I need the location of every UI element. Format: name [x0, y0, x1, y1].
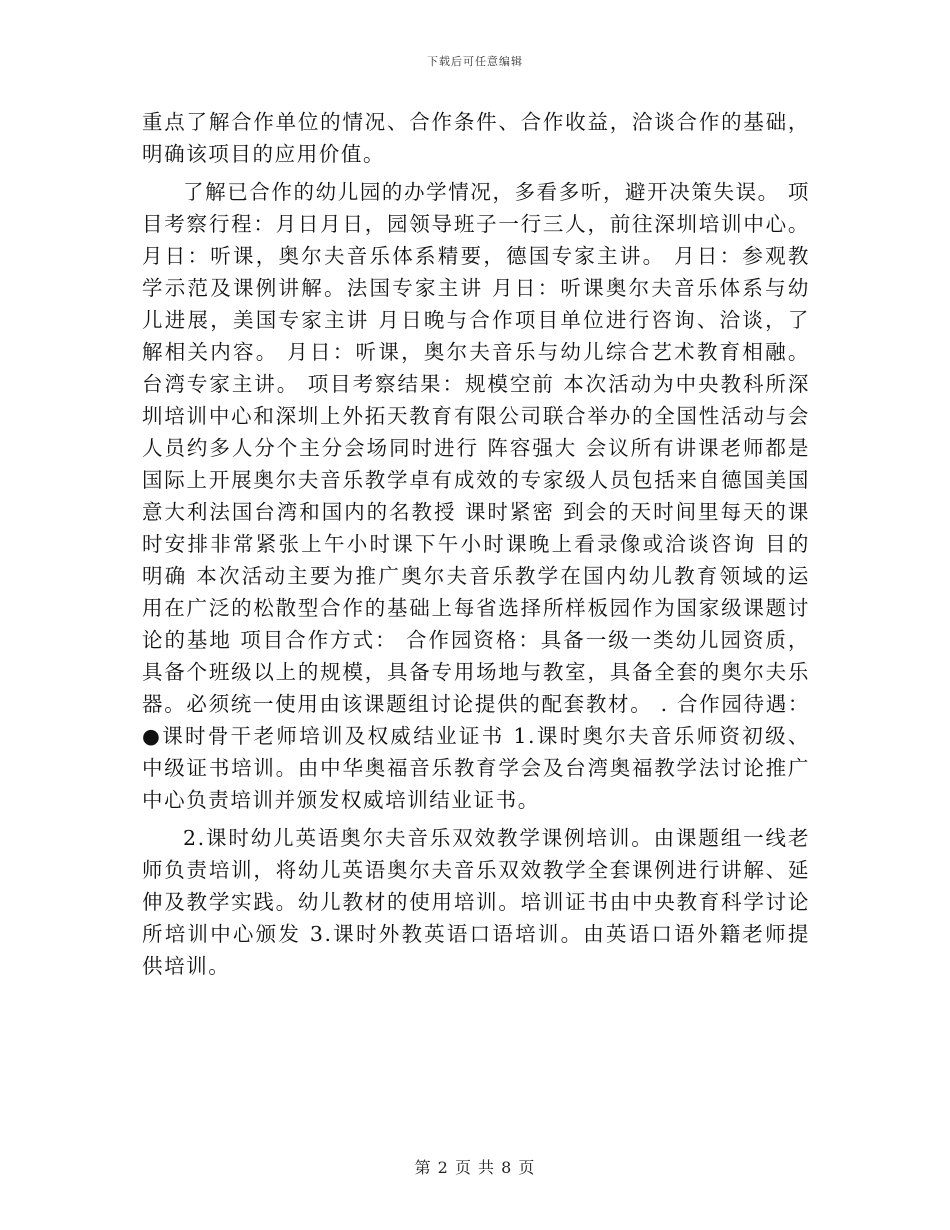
paragraph-2: 了解已合作的幼儿园的办学情况，多看多听，避开决策失误。 项目考察行程：月日月日，园领导班子一行三人，前往深圳培训中心。 月日：听课，奥尔夫音乐体系精要，德国专家主讲。 月日：参观教学示范及课例讲解。法国专家主讲 月日：听课奥尔夫音乐体系与幼儿进展，美国专家主讲 月日晚与合作项目单位进行咨询、洽谈，了解相关内容。 月日：听课，奥尔夫音乐与幼儿综合艺术教育相融。台湾专家主讲。 项目考察结果：规模空前 本次活动为中央教科所深圳培训中心和深圳上外拓天教育有限公司联合举办的全国性活动与会人员约多人分个主分会场同时进行 阵容强大 会议所有讲课老师都是国际上开展奥尔夫音乐教学卓有成效的专家级人员包括来自德国美国意大利法国台湾和国内的名教授 课时紧密 到会的天时间里每天的课时安排非常紧张上午小时课下午小时课晚上看录像或洽谈咨询 目的明确 本次活动主要为推广奥尔夫音乐教学在国内幼儿教育领域的运用在广泛的松散型合作的基础上每省选择所样板园作为国家级课题讨论的基地 项目合作方式： 合作园资格：具备一级一类幼儿园资质，具备个班级以上的规模，具备专用场地与教室，具备全套的奥尔夫乐器。必须统一使用由该课题组讨论提供的配套教材。 . 合作园待遇：●课时骨干老师培训及权威结业证书 1.课时奥尔夫音乐师资初级、中级证书培训。由中华奥福音乐教育学会及台湾奥福教学法讨论推广中心负责培训并颁发权威培训结业证书。 — [142, 180, 810, 812]
document-body — [142, 106, 810, 988]
page-header: 下载后可任意编辑 — [427, 55, 523, 68]
paragraph-1: 重点了解合作单位的情况、合作条件、合作收益，洽谈合作的基础，明确该项目的应用价值。 — [142, 110, 810, 166]
paragraph-3: 2.课时幼儿英语奥尔夫音乐双效教学课例培训。由课题组一线老师负责培训，将幼儿英语奥尔夫音乐双效教学全套课例进行讲解、延伸及教学实践。幼儿教材的使用培训。培训证书由中央教育科学讨论所培训中心颁发 3.课时外教英语口语培训。由英语口语外籍老师提供培训。 — [142, 826, 810, 978]
page-number-footer: 第 2 页 共 8 页 — [414, 1158, 536, 1177]
